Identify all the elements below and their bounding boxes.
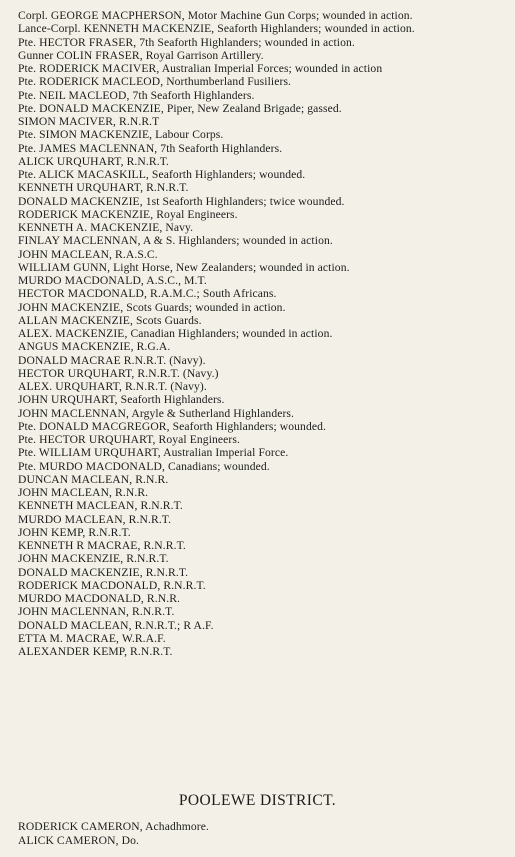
list-item: KENNETH URQUHART, R.N.R.T. (18, 181, 189, 195)
list-item: Pte. NEIL MACLEOD, 7th Seaforth Highlanders. (18, 88, 255, 102)
list-item: Pte. SIMON MACKENZIE, Labour Corps. (18, 128, 224, 142)
list-item: ALEXANDER KEMP, R.N.R.T. (18, 645, 173, 658)
list-item: MURDO MACLEAN, R.N.R.T. (18, 512, 172, 526)
list-item: DUNCAN MACLEAN, R.N.R. (18, 472, 169, 486)
list-item: KENNETH R MACRAE, R.N.R.T. (18, 539, 186, 552)
list-item: ETTA M. MACRAE, W.R.A.F. (18, 631, 166, 645)
roll-of-service-list (18, 9, 508, 658)
list-item: HECTOR MACDONALD, R.A.M.C.; South Africans. (18, 287, 277, 301)
list-item: Pte. JAMES MACLENNAN, 7th Seaforth Highlanders. (18, 141, 283, 155)
list-item: MURDO MACDONALD, R.N.R. (18, 592, 181, 605)
list-item: ALLAN MACKENZIE, Scots Guards. (18, 313, 202, 327)
list-item: DONALD MACKENZIE, 1st Seaforth Highlanders; twice wounded. (18, 194, 345, 208)
list-item: ALEX. MACKENZIE, Canadian Highlanders; wounded in action. (18, 327, 333, 340)
list-item: JOHN KEMP, R.N.R.T. (18, 525, 131, 539)
list-item: HECTOR URQUHART, R.N.R.T. (Navy.) (18, 366, 219, 380)
list-item: Corpl. GEORGE MACPHERSON, Motor Machine Gun Corps; wounded in action. (18, 9, 413, 22)
list-item: RODERICK MACDONALD, R.N.R.T. (18, 578, 206, 592)
list-item: Pte. RODERICK MACLEOD, Northumberland Fusiliers. (18, 75, 292, 89)
district-heading: POOLEWE DISTRICT. (178, 792, 337, 809)
list-item: RODERICK MACKENZIE, Royal Engineers. (18, 207, 238, 221)
list-item: Lance-Corpl. KENNETH MACKENZIE, Seaforth Highlanders; wounded in action. (18, 22, 415, 36)
list-item: Pte. HECTOR FRASER, 7th Seaforth Highlanders; wounded in action. (18, 35, 355, 49)
list-item: Pte. DONALD MACKENZIE, Piper, New Zealand Brigade; gassed. (18, 101, 342, 115)
list-item: ALICK CAMERON, Do. (18, 833, 139, 847)
list-item: DONALD MACKENZIE, R.N.R.T. (18, 565, 189, 579)
list-item: Pte. ALICK MACASKILL, Seaforth Highlanders; wounded. (18, 168, 306, 181)
list-item: ALEX. URQUHART, R.N.R.T. (Navy). (18, 380, 207, 393)
list-item: JOHN MACLEAN, R.N.R. (18, 486, 149, 499)
list-item: Gunner COLIN FRASER, Royal Garrison Artillery. (18, 48, 264, 62)
list-item: ANGUS MACKENZIE, R.G.A. (18, 340, 171, 354)
list-item: Pte. RODERICK MACIVER, Australian Imperial Forces; wounded in action (18, 62, 383, 75)
list-item: ALICK URQUHART, R.N.R.T. (18, 154, 170, 168)
list-item: JOHN MACLEAN, R.A.S.C. (18, 247, 158, 261)
list-item: DONALD MACLEAN, R.N.R.T.; R A.F. (18, 618, 214, 632)
list-item: JOHN MACLENNAN, Argyle & Sutherland Highlanders. (18, 406, 295, 420)
list-item: JOHN MACLENNAN, R.N.R.T. (18, 605, 175, 619)
list-item: MURDO MACDONALD, A.S.C., M.T. (18, 274, 207, 287)
list-item: JOHN URQUHART, Seaforth Highlanders. (18, 393, 225, 407)
list-item: SIMON MACIVER, R.N.R.T (18, 115, 160, 128)
list-item: WILLIAM GUNN, Light Horse, New Zealanders; wounded in action. (18, 260, 350, 274)
list-item: RODERICK CAMERON, Achadhmore. (18, 820, 209, 833)
list-item: Pte. HECTOR URQUHART, Royal Engineers. (18, 433, 240, 446)
list-item: DONALD MACRAE R.N.R.T. (Navy). (18, 353, 206, 367)
list-item: Pte. WILLIAM URQUHART, Australian Imperial Force. (18, 446, 289, 460)
list-item: KENNETH MACLEAN, R.N.R.T. (18, 499, 183, 513)
list-item: Pte. DONALD MACGREGOR, Seaforth Highlanders; wounded. (18, 419, 326, 433)
list-item: KENNETH A. MACKENZIE, Navy. (18, 221, 194, 234)
district-list (18, 820, 508, 847)
list-item: JOHN MACKENZIE, R.N.R.T. (18, 552, 169, 566)
list-item: Pte. MURDO MACDONALD, Canadians; wounded. (18, 459, 270, 473)
list-item: FINLAY MACLENNAN, A & S. Highlanders; wounded in action. (18, 234, 333, 248)
list-item: JOHN MACKENZIE, Scots Guards; wounded in action. (18, 300, 286, 314)
